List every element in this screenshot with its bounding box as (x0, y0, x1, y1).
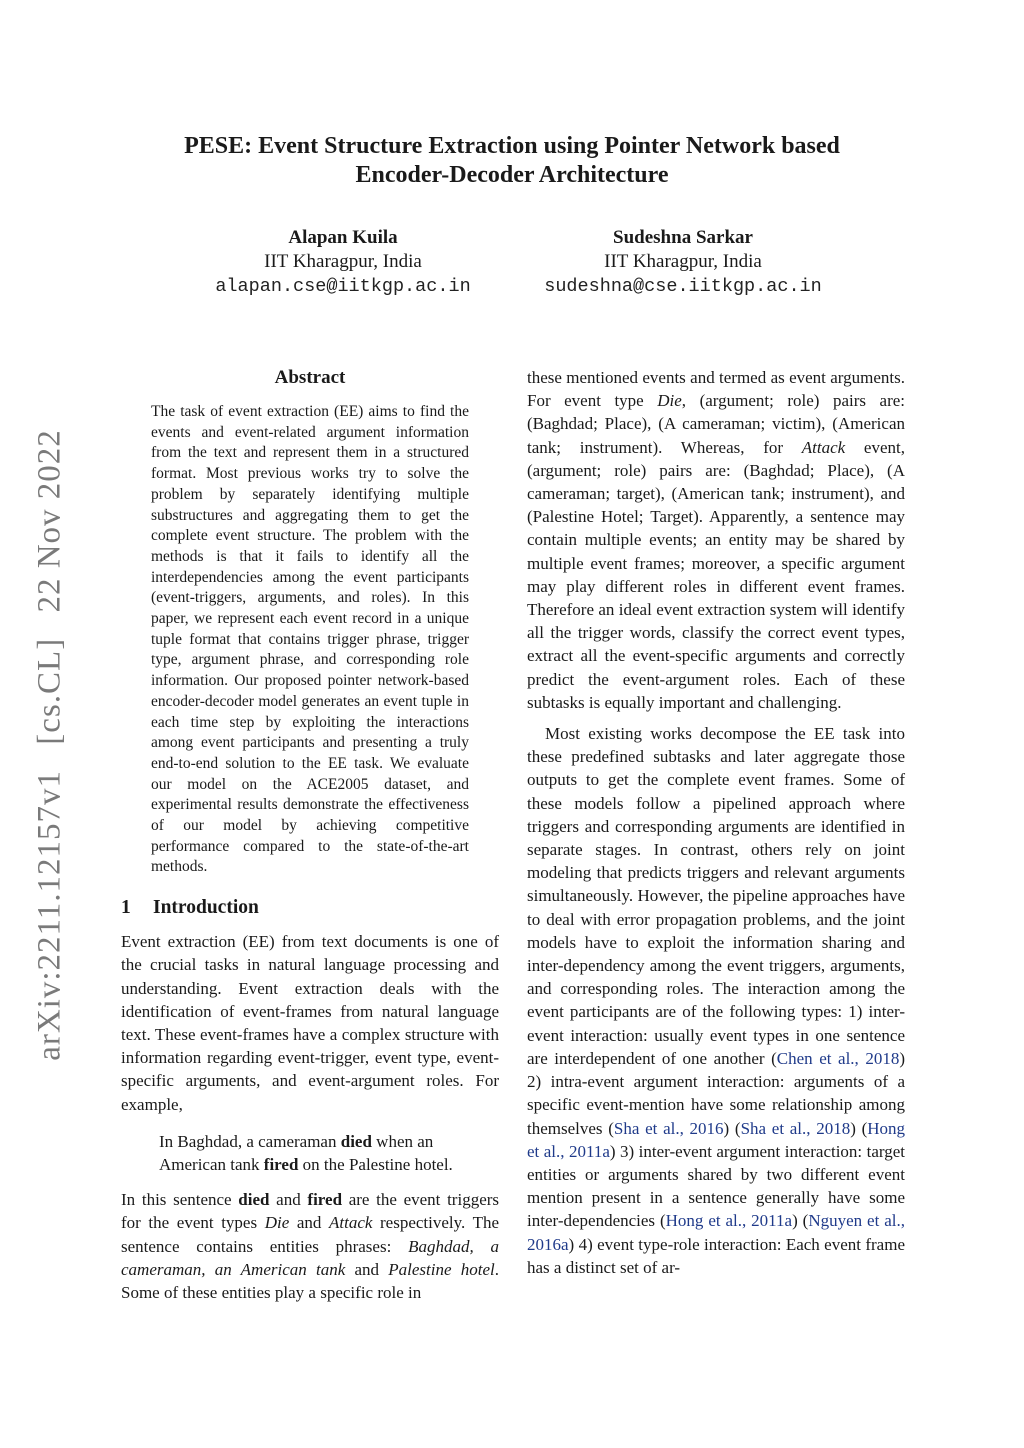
citation-link[interactable]: Hong et al., 2011a (665, 1211, 793, 1231)
left-column (121, 366, 499, 1304)
citation-link[interactable]: Chen et al., 2018 (776, 1048, 900, 1068)
arxiv-sidebar-identifier (32, 429, 69, 1061)
citation-link[interactable]: Nguyen et al., 2016a (527, 1211, 906, 1254)
author-email[interactable]: alapan.cse@iitkgp.ac.in (215, 276, 471, 297)
right-paragraph-2: Most existing works decompose the EE task into these predefined subtasks and later aggregate those outputs to get the complete event frames. Some of these models follow a pipelined approach where triggers and corresponding arguments are identified in separate stages. In contrast, others rely on joint modeling that predicts triggers and relevant arguments simultaneously. However, the pipeline approaches have to deal with error propagation problems, and the joint models have to exploit the information sharing and inter-dependency among the event triggers, arguments, and corresponding roles. The interaction among the event participants are of the following types: 1) inter-event interaction: usually event types in one sentence are interdependent of one another (Chen et al., 2018) 2) intra-event argument interaction: arguments of a specific event-mention have some relationship among themselves (Sha et al., 2016) (Sha et al., 2018) (Hong et al., 2011a) 3) inter-event argument interaction: target entities or arguments shared by two different event mention present in a sentence generally have some inter-dependencies (Hong et al., 2011a) (Nguyen et al., 2016a) 4) event type-role interaction: Each event frame has a distinct set of ar- (527, 724, 906, 1277)
citation-link[interactable]: Sha et al., 2016 (613, 1118, 724, 1138)
citation-link[interactable]: Sha et al., 2018 (740, 1118, 851, 1138)
author-name: Sudeshna Sarkar (613, 227, 753, 248)
trigger-died: died (340, 1131, 372, 1151)
abstract-heading: Abstract (274, 367, 346, 388)
arxiv-category: [cs.CL] (31, 637, 68, 745)
intro-paragraph-2: In this sentence died and fired are the event triggers for the event types Die and Attack respectively. The sentence contains entities phrases: Baghdad, a cameraman, an American tank and Palestine hotel. Some of these entities play a specific role in (121, 1190, 500, 1303)
author-name: Alapan Kuila (288, 227, 398, 248)
citation-link[interactable]: Hong et al., 2011a (527, 1118, 906, 1161)
example-sentence-quote: In Baghdad, a cameraman died when an American tank fired on the Palestine hotel. (159, 1131, 453, 1174)
author-block-2 (513, 226, 853, 299)
arxiv-date: 22 Nov 2022 (31, 429, 68, 613)
author-email[interactable]: sudeshna@cse.iitkgp.ac.in (544, 276, 822, 297)
title-line-1: PESE: Event Structure Extraction using Pointer Network based (184, 133, 840, 159)
intro-paragraph-1: Event extraction (EE) from text documents is one of the crucial tasks in natural language processing and understanding. Event extraction deals with the identification of event-frames from natural language text. These event-frames have a complex structure with information regarding event-trigger, event type, event-specific arguments, and event-argument roles. For example, (121, 932, 499, 1114)
abstract-text: The task of event extraction (EE) aims to find the events and event-related argument information from the text and represent them in a structured format. Most previous works try to solve the problem by separately identifying multiple substructures and aggregating them to get the complete event structure. The problem with the methods is that it fails to identify all the interdependencies among the event participants (event-triggers, arguments, and roles). In this paper, we represent each event record in a unique tuple format that contains trigger phrase, trigger type, argument phrase, and corresponding role information. Our proposed pointer network-based encoder-decoder model generates an event tuple in each time step by exploiting the interactions among event participants and presenting a truly end-to-end solution to the EE task. We evaluate our model on the ACE2005 dataset, and experimental results demonstrate the effectiveness of our model by achieving competitive performance compared to the state-of-the-art methods. (151, 403, 469, 876)
paper-title (100, 132, 924, 190)
trigger-fired: fired (263, 1155, 299, 1174)
section-heading-introduction (121, 896, 499, 920)
author-affiliation: IIT Kharagpur, India (264, 251, 422, 272)
section-title: Introduction (153, 897, 259, 919)
title-line-2: Encoder-Decoder Architecture (355, 162, 669, 188)
section-number: 1 (121, 897, 131, 919)
arxiv-id: arXiv:2211.12157v1 (31, 769, 68, 1061)
right-column (527, 366, 905, 1279)
author-block-1 (173, 226, 513, 299)
right-paragraph-1: these mentioned events and termed as event arguments. For event type Die, (argument; role) pairs are: (Baghdad; Place), (A cameraman; victim), (American tank; instrument). Whereas, for Attack event, (argument; role) pairs are: (Baghdad; Place), (A cameraman; target), (American tank; instrument), and (Palestine Hotel; Target). Apparently, a sentence may contain multiple events; an entity may be shared by multiple event frames; moreover, a specific argument may play different roles in different event frames. Therefore an ideal event extraction system will identify all the trigger words, classify the correct event types, extract all the event-specific arguments and correctly predict the event-argument roles. Each of these subtasks is equally important and challenging. (527, 368, 905, 712)
author-affiliation: IIT Kharagpur, India (604, 251, 762, 272)
